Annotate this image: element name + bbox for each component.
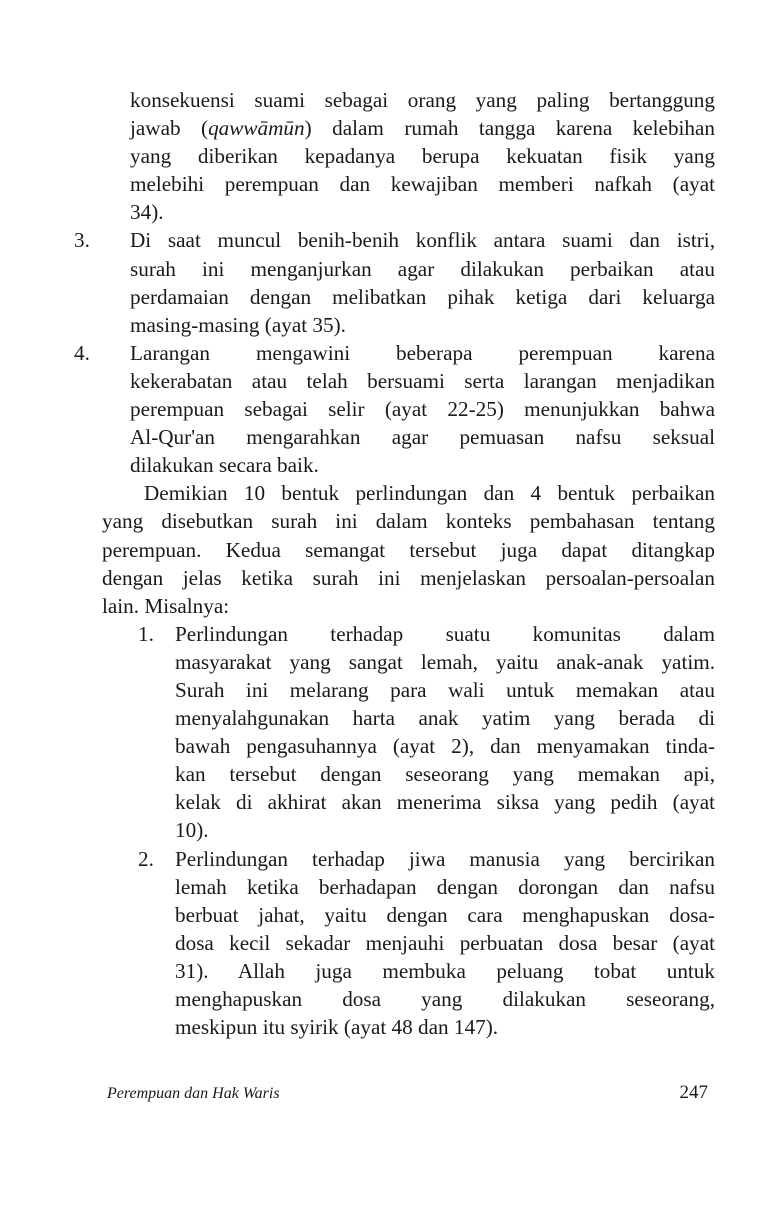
text-line: jawab (qawwāmūn) dalam rumah tangga karena kelebihan [130, 116, 716, 141]
text-line: Al-Qur'an mengarahkan agar pemuasan nafsu seksual [130, 425, 715, 450]
text-line: kekerabatan atau telah bersuami serta larangan menjadikan [130, 368, 715, 393]
text-line: kelak di akhirat akan menerima siksa yang pedih (ayat [175, 790, 715, 815]
list-item [74, 339, 715, 479]
text-line: lain. Misalnya: [102, 593, 230, 618]
paragraph [102, 479, 715, 619]
text-line: Demikian 10 bentuk perlindungan dan 4 bentuk perbaikan [144, 481, 715, 506]
text-line: 31). Allah juga membuka peluang tobat untuk [175, 958, 715, 983]
text-line: menyalahgunakan harta anak yatim yang berada di [175, 706, 715, 731]
text-line: perempuan. Kedua semangat tersebut juga dapat ditangkap [102, 537, 715, 562]
list-number: 2. [138, 846, 154, 871]
running-title: Perempuan dan Hak Waris [107, 1085, 280, 1102]
text-line: Di saat muncul benih-benih konflik antara suami dan istri, [130, 228, 715, 253]
text-line: yang diberikan kepadanya berupa kekuatan fisik yang [130, 144, 715, 169]
page-number: 247 [679, 1082, 708, 1103]
text-line: Surah ini melarang para wali untuk memakan atau [175, 677, 715, 702]
text-line: konsekuensi suami sebagai orang yang paling bertanggung [130, 88, 715, 112]
italic-term: qawwāmūn [208, 116, 305, 141]
text-line: 34). [130, 200, 164, 225]
list-number: 1. [138, 621, 154, 646]
text-line: meskipun itu syirik (ayat 48 dan 147). [175, 1015, 499, 1040]
text-line: dilakukan secara baik. [130, 453, 319, 478]
text-line: masing-masing (ayat 35). [130, 312, 346, 337]
list-number: 3. [74, 228, 90, 253]
text-line: perempuan sebagai selir (ayat 22-25) menunjukkan bahwa [130, 397, 715, 422]
text-line: 10). [175, 818, 209, 843]
text-line: berbuat jahat, yaitu dengan cara menghapuskan dosa- [175, 902, 715, 927]
text-line: Larangan mengawini beberapa perempuan karena [130, 340, 715, 365]
text-line: Perlindungan terhadap suatu komunitas dalam [175, 621, 715, 646]
text-line: surah ini menganjurkan agar dilakukan perbaikan atau [130, 256, 715, 281]
list-item [74, 226, 715, 338]
text-line: perdamaian dengan melibatkan pihak ketiga dari keluarga [130, 284, 715, 309]
text-line: lemah ketika berhadapan dengan dorongan dan nafsu [175, 874, 715, 899]
text-line: Perlindungan terhadap jiwa manusia yang bercirikan [175, 846, 715, 871]
continuation-item [102, 86, 715, 226]
sub-list-item [102, 620, 715, 845]
text-line: melebihi perempuan dan kewajiban memberi nafkah (ayat [130, 172, 715, 197]
text-line: bawah pengasuhannya (ayat 2), dan menyamakan tinda- [175, 734, 715, 759]
sub-list-item [102, 845, 715, 1042]
body-text [74, 86, 716, 1041]
text-line: masyarakat yang sangat lemah, yaitu anak-anak yatim. [175, 649, 715, 674]
text-line: menghapuskan dosa yang dilakukan seseorang, [175, 987, 715, 1011]
list-number: 4. [74, 340, 90, 365]
text-line: kan tersebut dengan seseorang yang memakan api, [175, 762, 715, 787]
text-line: yang disebutkan surah ini dalam konteks pembahasan tentang [102, 509, 715, 534]
text-line: dengan jelas ketika surah ini menjelaskan persoalan-persoalan [102, 565, 715, 590]
text-line: dosa kecil sekadar menjauhi perbuatan dosa besar (ayat [175, 930, 715, 955]
